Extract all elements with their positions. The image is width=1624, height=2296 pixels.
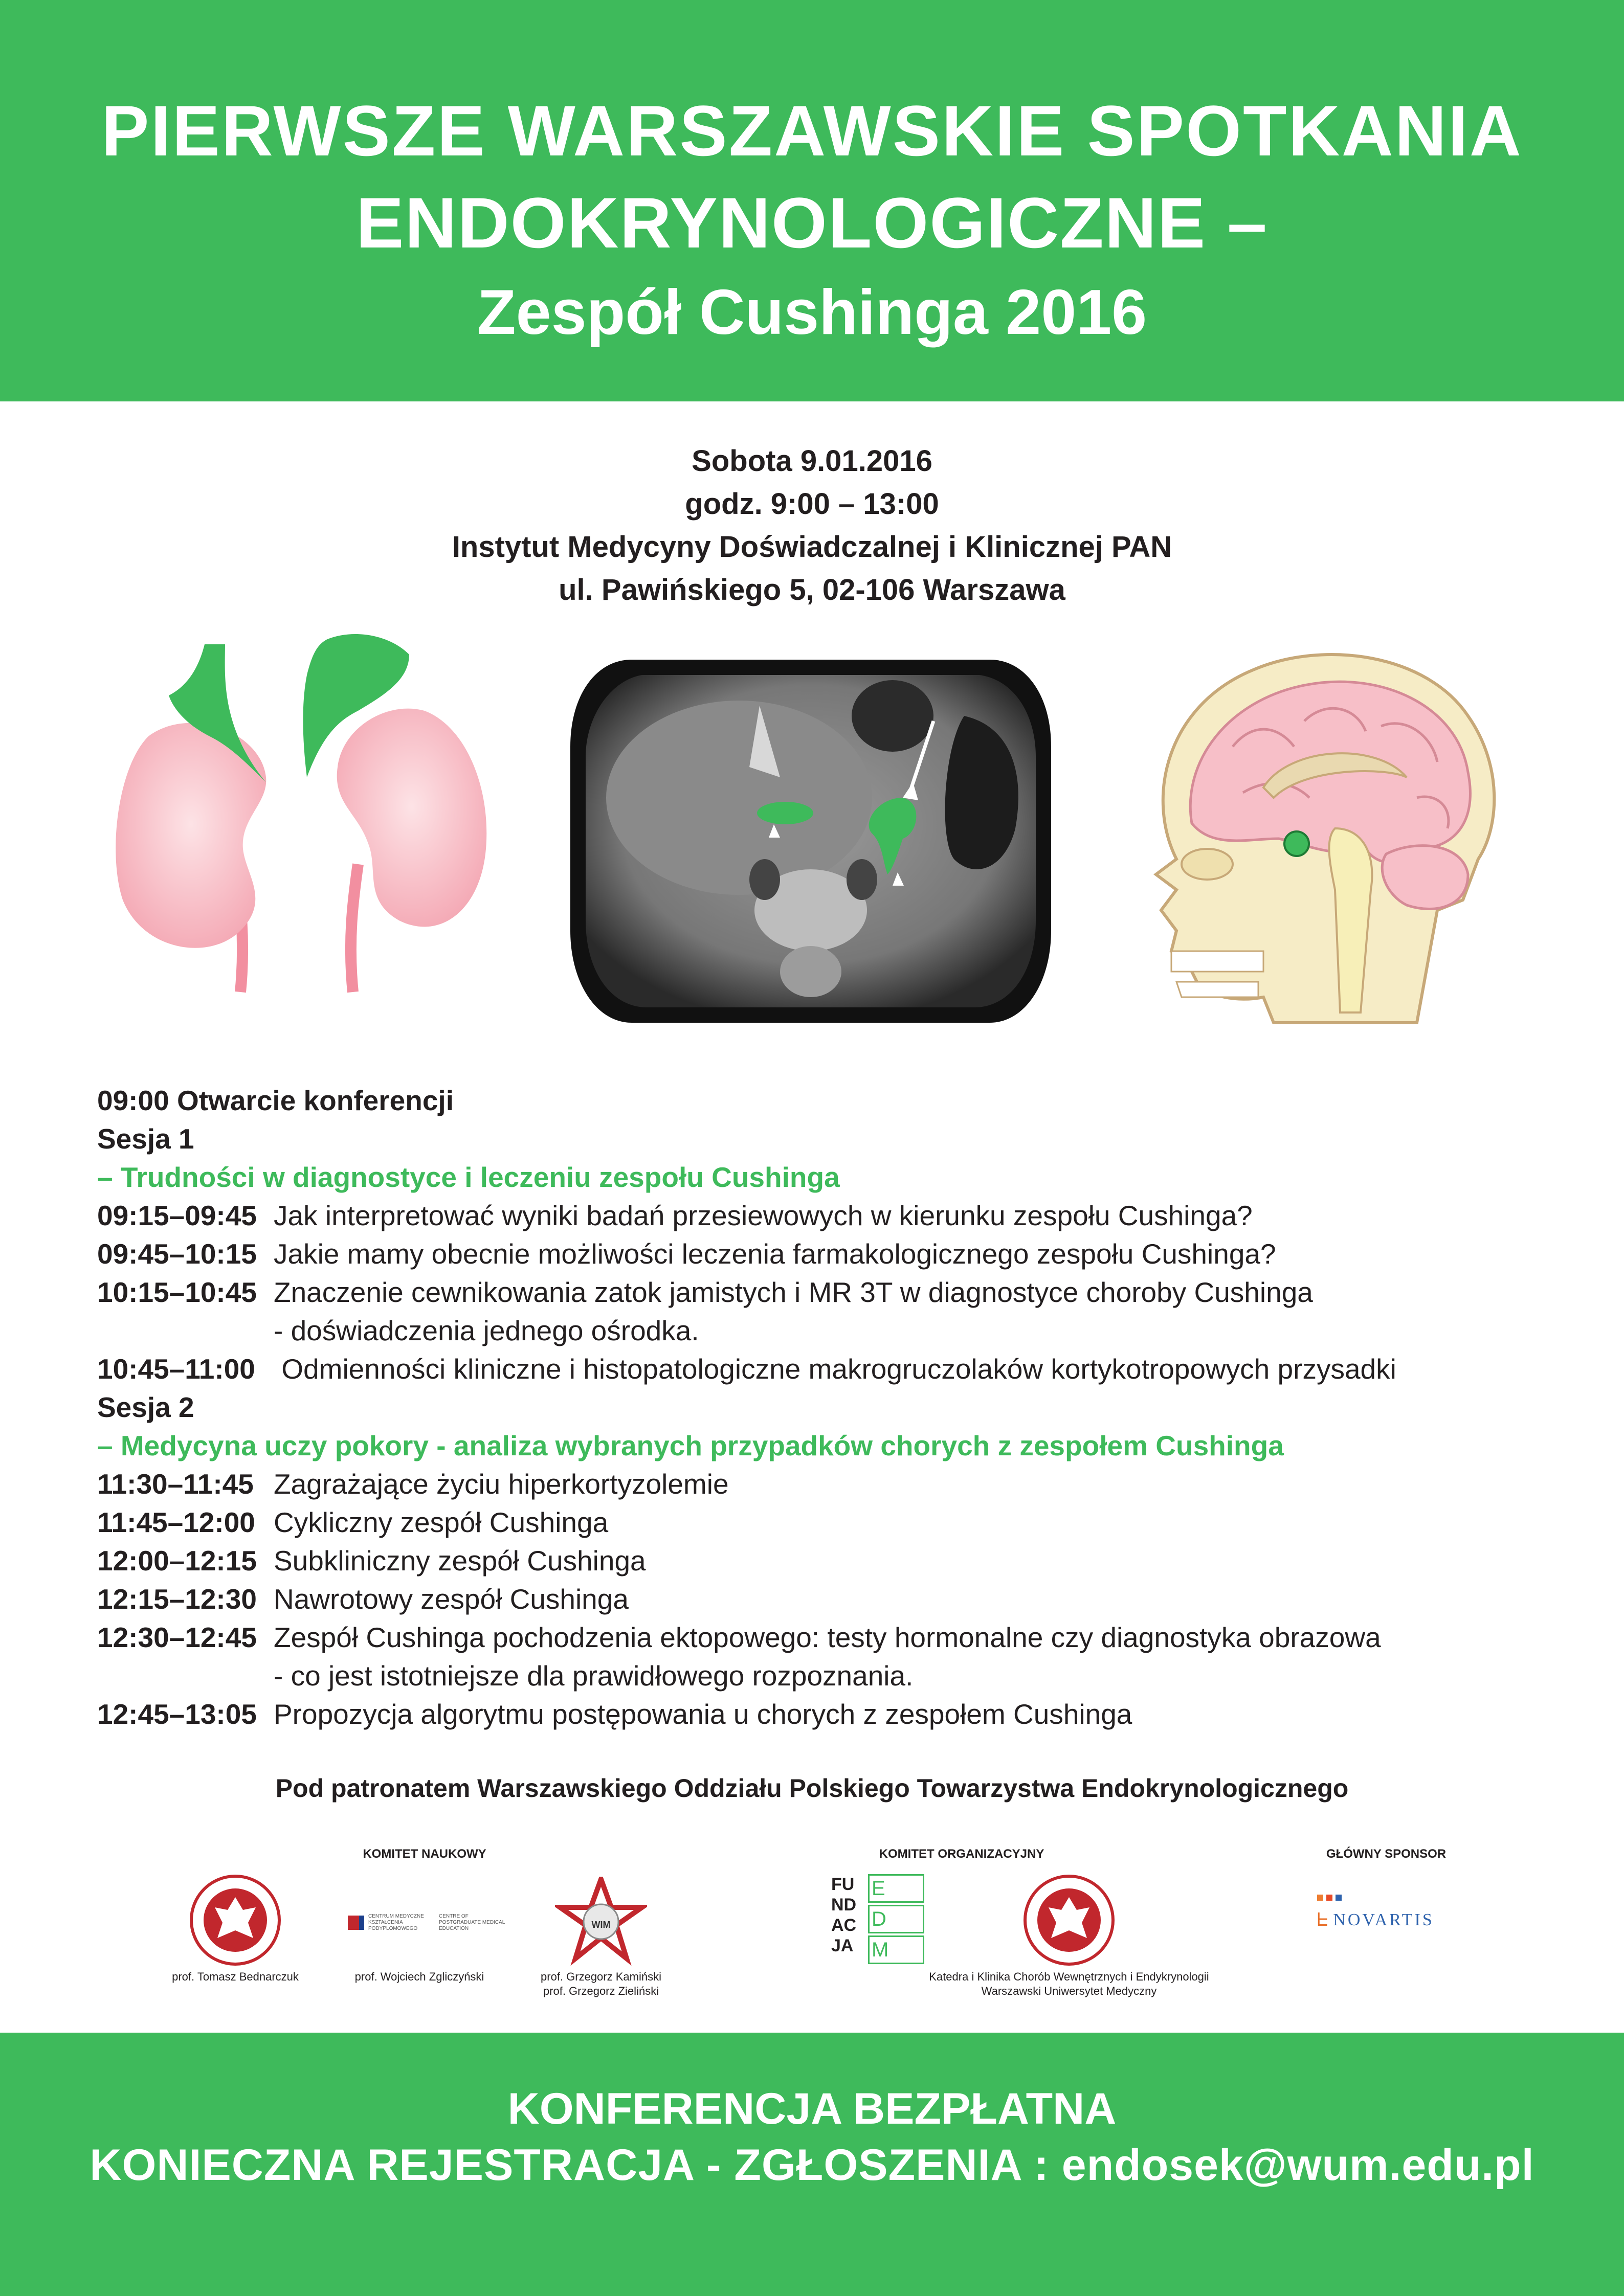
- program-item: [97, 1503, 1581, 1542]
- item-time: 12:45–13:05: [97, 1698, 257, 1730]
- item-title: Jakie mamy obecnie możliwości leczenia farmakologicznego zespołu Cushinga?: [274, 1238, 1276, 1270]
- event-info: [0, 440, 1624, 612]
- department-line-2: Warszawski Uniwersytet Medyczny: [981, 1985, 1157, 1997]
- person-3a-name: prof. Grzegorz Kamiński: [541, 1970, 661, 1983]
- footer-banner: [0, 2033, 1624, 2296]
- footer-free-conference: KONFERENCJA BEZPŁATNA: [507, 2084, 1117, 2133]
- cmkp-name-en: CENTRE OF POSTGRADUATE MEDICAL EDUCATION: [439, 1914, 505, 1931]
- department-line-1: Katedra i Klinika Chorób Wewnętrznych i Endykrynologii: [929, 1970, 1209, 1983]
- fundacja-edm-logo: [831, 1872, 928, 1964]
- edm-letter-d: D: [872, 1908, 886, 1930]
- wim-label: WIM: [591, 1920, 611, 1930]
- wim-cross-logo: [555, 1877, 647, 1969]
- novartis-squares-icon: [1317, 1895, 1471, 1901]
- item-time: 10:15–10:45: [97, 1276, 257, 1308]
- fundacja-letters: [831, 1874, 856, 1956]
- program-item: [97, 1197, 1581, 1235]
- event-address: ul. Pawińskiego 5, 02-106 Warszawa: [559, 573, 1065, 606]
- edm-letter-m: M: [872, 1939, 889, 1961]
- item-time: 12:00–12:15: [97, 1545, 257, 1577]
- session-2-label: Sesja 2: [97, 1391, 194, 1423]
- fundacja-letter-1: FU: [831, 1875, 855, 1894]
- title-line-1: PIERWSZE WARSZAWSKIE SPOTKANIA: [101, 91, 1523, 171]
- item-time: 12:30–12:45: [97, 1622, 257, 1653]
- novartis-logo: [1317, 1895, 1471, 1941]
- item-title: Jak interpretować wyniki badań przesiewowych w kierunku zespołu Cushinga?: [274, 1200, 1253, 1231]
- program-opening: 09:00 Otwarcie konferencji: [97, 1085, 454, 1116]
- illustrations: [0, 634, 1624, 1043]
- wum-seal-logo-2: [1023, 1874, 1115, 1966]
- sponsor-caption: GŁÓWNY SPONSOR: [1326, 1847, 1447, 1861]
- item-title: Odmienności kliniczne i histopatologiczne makrogruczolaków kortykotropowych przysadki: [274, 1353, 1396, 1385]
- event-time: godz. 9:00 – 13:00: [685, 487, 939, 521]
- program-item: [97, 1580, 1581, 1618]
- program-item: [97, 1695, 1581, 1734]
- item-time: 12:15–12:30: [97, 1583, 257, 1615]
- item-continuation: - doświadczenia jednego ośrodka.: [274, 1315, 699, 1346]
- edm-box-d: [868, 1905, 924, 1933]
- item-time: 09:15–09:45: [97, 1200, 257, 1231]
- program-item: [97, 1465, 1581, 1503]
- brain-pituitary-illustration: [1110, 644, 1519, 1033]
- item-title: Zagrażające życiu hiperkortyzolemie: [274, 1468, 729, 1500]
- patronage-text: Pod patronatem Warszawskiego Oddziału Polskiego Towarzystwa Endokrynologicznego: [275, 1774, 1349, 1803]
- fundacja-letter-3: AC: [831, 1916, 857, 1935]
- session-2-title: – Medycyna uczy pokory - analiza wybranych przypadków chorych z zespołem Cushinga: [97, 1430, 1284, 1461]
- cmkp-name-pl: CENTRUM MEDYCZNE KSZTAŁCENIA PODYPLOMOWEGO: [368, 1914, 424, 1931]
- program-item: [97, 1273, 1581, 1312]
- edm-letter-e: E: [872, 1877, 885, 1900]
- cmkp-shield-icon: [348, 1916, 364, 1930]
- cmkp-logo: [348, 1912, 506, 1933]
- event-date: Sobota 9.01.2016: [692, 444, 932, 478]
- session-1-title: – Trudności w diagnostyce i leczeniu zespołu Cushinga: [97, 1161, 840, 1193]
- item-title: Cykliczny zespół Cushinga: [274, 1506, 609, 1538]
- organizing-committee-caption: KOMITET ORGANIZACYJNY: [879, 1847, 1044, 1861]
- department-name: [844, 1970, 1294, 1998]
- item-time: 10:45–11:00: [97, 1353, 255, 1385]
- scientific-committee-caption: KOMITET NAUKOWY: [363, 1847, 486, 1861]
- item-time: 09:45–10:15: [97, 1238, 257, 1270]
- edm-box-m: [868, 1935, 924, 1964]
- header-banner: [0, 0, 1624, 401]
- fundacja-letter-4: JA: [831, 1936, 854, 1955]
- item-title: Nawrotowy zespół Cushinga: [274, 1583, 629, 1615]
- item-title: Subkliniczny zespół Cushinga: [274, 1545, 646, 1577]
- kidneys-adrenal-illustration: [113, 634, 511, 1033]
- item-title: Znaczenie cewnikowania zatok jamistych i MR 3T w diagnostyce choroby Cushinga: [274, 1276, 1313, 1308]
- fundacja-letter-2: ND: [831, 1895, 857, 1915]
- title-line-2: ENDOKRYNOLOGICZNE –: [356, 183, 1268, 263]
- person-3-names: [517, 1970, 685, 1998]
- wum-seal-logo: [189, 1874, 281, 1966]
- session-1-label: Sesja 1: [97, 1123, 194, 1155]
- title-line-3: Zespół Cushinga 2016: [477, 277, 1147, 348]
- footer-registration: KONIECZNA REJESTRACJA - ZGŁOSZENIA : endosek@wum.edu.pl: [90, 2141, 1534, 2190]
- edm-boxes: [868, 1874, 924, 1964]
- event-venue: Instytut Medycyny Doświadczalnej i Klinicznej PAN: [452, 530, 1172, 564]
- conference-program: [97, 1082, 1581, 1734]
- item-title: Zespół Cushinga pochodzenia ektopowego: testy hormonalne czy diagnostyka obrazowa: [274, 1622, 1381, 1653]
- person-3b-name: prof. Grzegorz Zieliński: [543, 1985, 659, 1997]
- program-item: [97, 1542, 1581, 1580]
- ct-scan-image: [565, 644, 1056, 1033]
- program-item: [97, 1350, 1581, 1388]
- item-continuation: - co jest istotniejsze dla prawidłowego rozpoznania.: [274, 1660, 914, 1692]
- item-time: 11:45–12:00: [97, 1506, 255, 1538]
- novartis-flame-icon: ᖶ: [1317, 1909, 1328, 1930]
- item-title: Propozycja algorytmu postępowania u chorych z zespołem Cushinga: [274, 1698, 1132, 1730]
- person-2-name: prof. Wojciech Zgliczyński: [354, 1970, 484, 1983]
- novartis-name: NOVARTIS: [1333, 1910, 1434, 1929]
- person-1-name: prof. Tomasz Bednarczuk: [172, 1970, 299, 1983]
- item-time: 11:30–11:45: [97, 1468, 254, 1500]
- edm-box-e: [868, 1874, 924, 1903]
- program-item: [97, 1618, 1581, 1657]
- program-item: [97, 1235, 1581, 1273]
